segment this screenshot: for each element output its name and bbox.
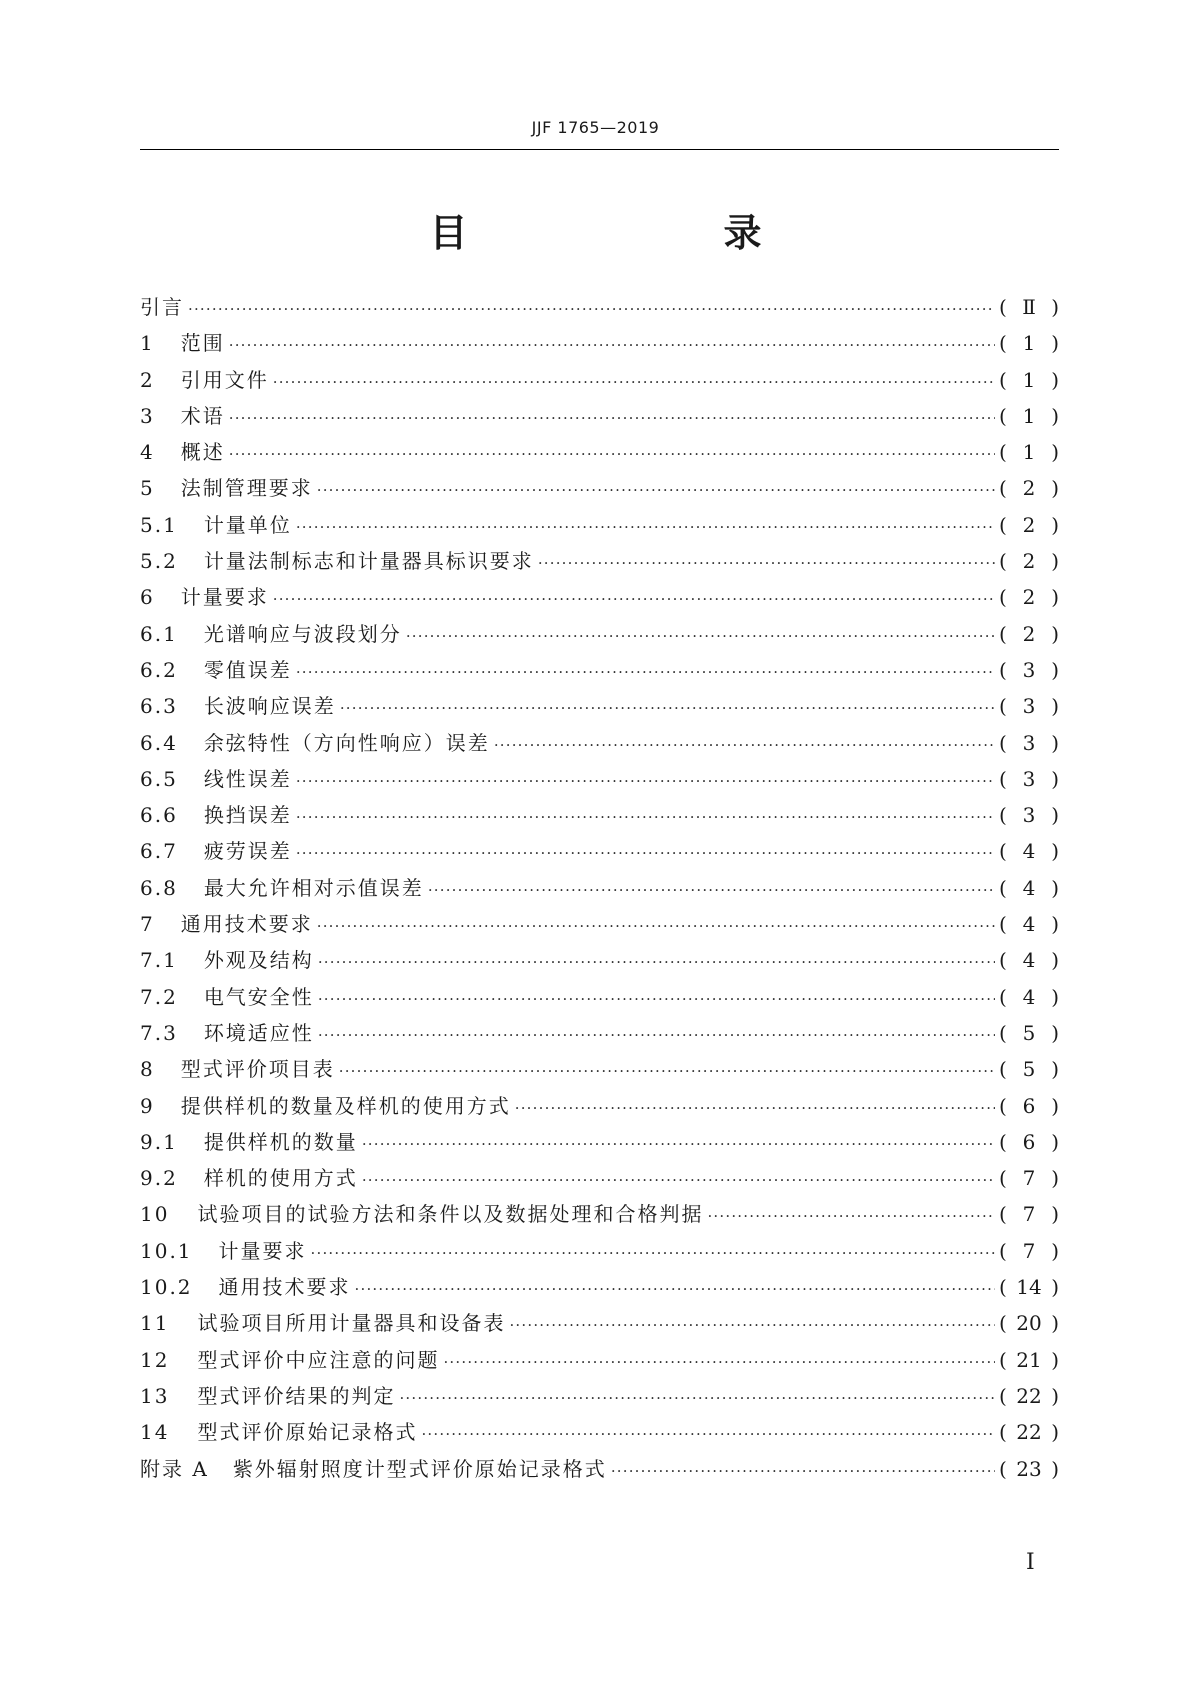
page-open-paren: ( xyxy=(999,1275,1007,1300)
toc-page-number: 14 xyxy=(1016,1275,1042,1300)
toc-page-number: 20 xyxy=(1016,1311,1042,1336)
toc-entry[interactable] xyxy=(140,942,1059,978)
toc-leader-dots xyxy=(421,1414,995,1452)
page-close-paren: ) xyxy=(1051,948,1059,973)
toc-entry-title: 最大允许相对示值误差 xyxy=(203,875,424,900)
toc-entry-title: 计量单位 xyxy=(203,512,292,537)
toc-leader-dots xyxy=(188,289,995,327)
toc-entry-page xyxy=(999,906,1059,942)
page-close-paren: ) xyxy=(1051,585,1059,610)
page-close-paren: ) xyxy=(1051,367,1059,392)
toc-page-number: 4 xyxy=(1022,948,1036,973)
toc-page-number: 3 xyxy=(1022,730,1036,755)
toc-entry-page xyxy=(999,1015,1059,1051)
toc-entry-page xyxy=(999,688,1059,724)
toc-entry-title: 外观及结构 xyxy=(203,948,314,973)
toc-entry-page xyxy=(999,434,1059,470)
toc-entry-title: 型式评价结果的判定 xyxy=(197,1383,396,1408)
toc-leader-dots xyxy=(296,652,995,690)
toc-entry-number: 5.1 xyxy=(140,512,178,537)
toc-entry-number: 13 xyxy=(140,1383,170,1408)
toc-entry-number: 3 xyxy=(140,403,155,428)
page-open-paren: ( xyxy=(999,803,1007,828)
toc-leader-dots xyxy=(611,1451,995,1489)
toc-entry-page xyxy=(999,942,1059,978)
toc-entry-page xyxy=(999,1160,1059,1196)
toc-entry[interactable] xyxy=(140,507,1059,543)
toc-entry-number: 6.5 xyxy=(140,766,178,791)
toc-entry[interactable] xyxy=(140,979,1059,1015)
toc-entry-page xyxy=(999,725,1059,761)
toc-page-number: 22 xyxy=(1016,1420,1042,1445)
toc-entry-title: 试验项目的试验方法和条件以及数据处理和合格判据 xyxy=(197,1202,704,1227)
page-close-paren: ) xyxy=(1051,403,1059,428)
toc-entry-title: 提供样机的数量及样机的使用方式 xyxy=(180,1093,511,1118)
toc-entry-number: 6.7 xyxy=(140,839,178,864)
toc-entry-title: 法制管理要求 xyxy=(180,476,313,501)
toc-entry-page xyxy=(999,761,1059,797)
page-open-paren: ( xyxy=(999,1456,1007,1481)
toc-leader-dots xyxy=(538,543,995,581)
toc-entry-number: 11 xyxy=(140,1311,170,1336)
toc-entry-number: 10 xyxy=(140,1202,170,1227)
toc-page-number: 4 xyxy=(1022,839,1036,864)
page-open-paren: ( xyxy=(999,1129,1007,1154)
toc-page-number: 6 xyxy=(1022,1093,1036,1118)
page-open-paren: ( xyxy=(999,1420,1007,1445)
page-open-paren: ( xyxy=(999,1383,1007,1408)
toc-page-number: 21 xyxy=(1016,1347,1042,1372)
toc-page-number: 7 xyxy=(1022,1238,1036,1263)
toc-entry-number: 6.2 xyxy=(140,657,178,682)
toc-entry-title: 范围 xyxy=(180,331,225,356)
toc-entry[interactable] xyxy=(140,398,1059,434)
toc-entry-title: 环境适应性 xyxy=(203,1020,314,1045)
toc-title xyxy=(0,202,1191,257)
toc-entry[interactable] xyxy=(140,1305,1059,1341)
toc-page-number: 2 xyxy=(1022,512,1036,537)
toc-entry-number: 6 xyxy=(140,585,155,610)
page-close-paren: ) xyxy=(1051,657,1059,682)
toc-entry[interactable] xyxy=(140,470,1059,506)
toc-leader-dots xyxy=(494,725,995,763)
toc-entry-number: 8 xyxy=(140,1057,155,1082)
header-divider xyxy=(140,149,1059,150)
toc-entry-title: 概述 xyxy=(180,440,225,465)
toc-leader-dots xyxy=(399,1378,995,1416)
toc-entry-number: 9.2 xyxy=(140,1166,178,1191)
page-open-paren: ( xyxy=(999,549,1007,574)
toc-entry[interactable] xyxy=(140,1088,1059,1124)
page-close-paren: ) xyxy=(1051,1311,1059,1336)
toc-entry-page xyxy=(999,652,1059,688)
toc-entry-page xyxy=(999,1124,1059,1160)
page-open-paren: ( xyxy=(999,912,1007,937)
toc-entry[interactable] xyxy=(140,289,1059,325)
toc-entry[interactable] xyxy=(140,1414,1059,1450)
toc-page-number: 7 xyxy=(1022,1166,1036,1191)
toc-leader-dots xyxy=(273,362,995,400)
page-close-paren: ) xyxy=(1051,1129,1059,1154)
toc-leader-dots xyxy=(509,1305,995,1343)
toc-entry-title: 引用文件 xyxy=(180,367,269,392)
toc-page-number: 6 xyxy=(1022,1129,1036,1154)
toc-entry-title: 光谱响应与波段划分 xyxy=(203,621,402,646)
toc-page-number: 5 xyxy=(1022,1020,1036,1045)
toc-entry-page xyxy=(999,616,1059,652)
toc-page-number: 2 xyxy=(1022,621,1036,646)
toc-entry-title: 型式评价中应注意的问题 xyxy=(197,1347,440,1372)
toc-entry-number: 7.3 xyxy=(140,1020,178,1045)
toc-entry-page xyxy=(999,979,1059,1015)
page-number: I xyxy=(1026,1550,1035,1575)
toc-entry[interactable] xyxy=(140,652,1059,688)
page-close-paren: ) xyxy=(1051,766,1059,791)
toc-entry-title: 样机的使用方式 xyxy=(203,1166,358,1191)
toc-page-number: 23 xyxy=(1016,1456,1042,1481)
page-close-paren: ) xyxy=(1051,621,1059,646)
toc-entry[interactable] xyxy=(140,325,1059,361)
page-open-paren: ( xyxy=(999,948,1007,973)
toc-page-number: 1 xyxy=(1022,367,1036,392)
page-close-paren: ) xyxy=(1051,1202,1059,1227)
toc-entry-page xyxy=(999,1269,1059,1305)
toc-entry-number: 5.2 xyxy=(140,549,178,574)
toc-leader-dots xyxy=(229,398,995,436)
toc-entry[interactable] xyxy=(140,362,1059,398)
toc-entry[interactable] xyxy=(140,1015,1059,1051)
toc-entry-page xyxy=(999,1233,1059,1269)
toc-entry-title: 通用技术要求 xyxy=(180,912,313,937)
toc-entry-page xyxy=(999,289,1059,325)
toc-entry-title: 紫外辐射照度计型式评价原始记录格式 xyxy=(232,1456,607,1481)
toc-entry-number: 6.4 xyxy=(140,730,178,755)
toc-entry-title: 提供样机的数量 xyxy=(203,1129,358,1154)
toc-entry[interactable] xyxy=(140,870,1059,906)
page-close-paren: ) xyxy=(1051,512,1059,537)
toc-entry-number: 7.1 xyxy=(140,948,178,973)
page-close-paren: ) xyxy=(1051,476,1059,501)
toc-entry[interactable] xyxy=(140,1124,1059,1160)
toc-entry[interactable] xyxy=(140,579,1059,615)
page-open-paren: ( xyxy=(999,839,1007,864)
toc-title-text: 目 录 xyxy=(429,211,822,255)
page-open-paren: ( xyxy=(999,1057,1007,1082)
toc-leader-dots xyxy=(296,507,995,545)
page-close-paren: ) xyxy=(1051,1420,1059,1445)
toc-leader-dots xyxy=(318,1015,995,1053)
toc-entry[interactable] xyxy=(140,761,1059,797)
toc-page-number: 1 xyxy=(1022,331,1036,356)
toc-entry[interactable] xyxy=(140,725,1059,761)
toc-entry-page xyxy=(999,1305,1059,1341)
toc-page-number: 5 xyxy=(1022,1057,1036,1082)
toc-entry[interactable] xyxy=(140,1233,1059,1269)
toc-entry-page xyxy=(999,1088,1059,1124)
page-close-paren: ) xyxy=(1051,1383,1059,1408)
toc-leader-dots xyxy=(339,1051,995,1089)
page-open-paren: ( xyxy=(999,403,1007,428)
toc-leader-dots xyxy=(296,797,995,835)
page-close-paren: ) xyxy=(1051,440,1059,465)
toc-entry-title: 型式评价项目表 xyxy=(180,1057,335,1082)
toc-entry-title: 电气安全性 xyxy=(203,984,314,1009)
toc-entry-page xyxy=(999,1196,1059,1232)
toc-entry-page xyxy=(999,1051,1059,1087)
toc-entry[interactable] xyxy=(140,616,1059,652)
page-close-paren: ) xyxy=(1051,1020,1059,1045)
toc-entry-title: 余弦特性（方向性响应）误差 xyxy=(203,730,490,755)
page-open-paren: ( xyxy=(999,694,1007,719)
toc-page-number: 7 xyxy=(1022,1202,1036,1227)
toc-entry[interactable] xyxy=(140,1342,1059,1378)
toc-entry-number: 10.2 xyxy=(140,1275,193,1300)
toc-entry-page xyxy=(999,1378,1059,1414)
toc-entry-page xyxy=(999,579,1059,615)
toc-page-number: 3 xyxy=(1022,694,1036,719)
toc-leader-dots xyxy=(296,761,995,799)
toc-page-number: 1 xyxy=(1022,403,1036,428)
toc-leader-dots xyxy=(362,1160,995,1198)
toc-page-number: 1 xyxy=(1022,440,1036,465)
page-open-paren: ( xyxy=(999,440,1007,465)
toc-entry-number: 6.8 xyxy=(140,875,178,900)
toc-page-number: 3 xyxy=(1022,657,1036,682)
toc-leader-dots xyxy=(443,1342,995,1380)
toc-page-number: 2 xyxy=(1022,476,1036,501)
page-open-paren: ( xyxy=(999,730,1007,755)
toc-leader-dots xyxy=(273,579,995,617)
page-open-paren: ( xyxy=(999,1202,1007,1227)
toc-entry-number: 5 xyxy=(140,476,155,501)
page-open-paren: ( xyxy=(999,1020,1007,1045)
toc-leader-dots xyxy=(229,325,995,363)
toc-entry-number: 9 xyxy=(140,1093,155,1118)
toc-page-number: 2 xyxy=(1022,549,1036,574)
toc-entry[interactable] xyxy=(140,797,1059,833)
toc-entry[interactable] xyxy=(140,434,1059,470)
toc-entry-number: 6.3 xyxy=(140,694,178,719)
page-open-paren: ( xyxy=(999,875,1007,900)
toc-entry[interactable] xyxy=(140,543,1059,579)
page-close-paren: ) xyxy=(1051,1166,1059,1191)
toc-leader-dots xyxy=(340,688,995,726)
toc-entry-title: 疲劳误差 xyxy=(203,839,292,864)
toc-entry-title: 引言 xyxy=(140,295,184,319)
toc-page-number: 4 xyxy=(1022,875,1036,900)
toc-entry-number: 10.1 xyxy=(140,1238,193,1263)
page-open-paren: ( xyxy=(999,1238,1007,1263)
table-of-contents xyxy=(140,289,1059,1487)
page-open-paren: ( xyxy=(999,1311,1007,1336)
toc-entry-number: 2 xyxy=(140,367,155,392)
toc-entry[interactable] xyxy=(140,1051,1059,1087)
toc-entry-number: 6.1 xyxy=(140,621,178,646)
toc-entry-number: 9.1 xyxy=(140,1129,178,1154)
toc-entry-number: 1 xyxy=(140,331,155,356)
page-open-paren: ( xyxy=(999,295,1007,319)
page-open-paren: ( xyxy=(999,984,1007,1009)
toc-leader-dots xyxy=(515,1088,995,1126)
toc-entry[interactable] xyxy=(140,1378,1059,1414)
page-close-paren: ) xyxy=(1051,984,1059,1009)
toc-entry-title: 换挡误差 xyxy=(203,803,292,828)
toc-entry-number: 6.6 xyxy=(140,803,178,828)
toc-entry-page xyxy=(999,833,1059,869)
toc-entry-page xyxy=(999,1414,1059,1450)
toc-entry-number: 附录 A xyxy=(140,1456,209,1481)
page-close-paren: ) xyxy=(1051,839,1059,864)
page-close-paren: ) xyxy=(1051,1238,1059,1263)
toc-entry-page xyxy=(999,507,1059,543)
toc-leader-dots xyxy=(355,1269,995,1307)
page-open-paren: ( xyxy=(999,621,1007,646)
toc-entry-number: 14 xyxy=(140,1420,170,1445)
page-open-paren: ( xyxy=(999,1093,1007,1118)
page-open-paren: ( xyxy=(999,766,1007,791)
page-close-paren: ) xyxy=(1051,803,1059,828)
document-code-header: JJF 1765—2019 xyxy=(531,118,660,137)
toc-entry-title: 线性误差 xyxy=(203,766,292,791)
page-close-paren: ) xyxy=(1051,1057,1059,1082)
toc-entry-page xyxy=(999,1342,1059,1378)
toc-leader-dots xyxy=(296,833,995,871)
page-close-paren: ) xyxy=(1051,694,1059,719)
toc-leader-dots xyxy=(362,1124,995,1162)
page-close-paren: ) xyxy=(1051,549,1059,574)
toc-entry-title: 零值误差 xyxy=(203,657,292,682)
toc-entry-page xyxy=(999,470,1059,506)
page-close-paren: ) xyxy=(1051,331,1059,356)
toc-entry[interactable] xyxy=(140,906,1059,942)
toc-leader-dots xyxy=(707,1196,995,1234)
toc-entry-number: 4 xyxy=(140,440,155,465)
toc-entry-title: 试验项目所用计量器具和设备表 xyxy=(197,1311,506,1336)
page-close-paren: ) xyxy=(1051,1093,1059,1118)
toc-entry-number: 12 xyxy=(140,1347,170,1372)
page-open-paren: ( xyxy=(999,657,1007,682)
toc-entry-page xyxy=(999,870,1059,906)
toc-entry-title: 计量要求 xyxy=(218,1238,307,1263)
toc-leader-dots xyxy=(311,1233,995,1271)
toc-entry-page xyxy=(999,543,1059,579)
page-close-paren: ) xyxy=(1051,1347,1059,1372)
page-close-paren: ) xyxy=(1051,730,1059,755)
page-close-paren: ) xyxy=(1051,1275,1059,1300)
toc-leader-dots xyxy=(317,906,995,944)
toc-leader-dots xyxy=(318,942,995,980)
toc-entry-title: 长波响应误差 xyxy=(203,694,336,719)
toc-page-number: 4 xyxy=(1022,912,1036,937)
toc-entry-title: 通用技术要求 xyxy=(218,1275,351,1300)
page-close-paren: ) xyxy=(1051,295,1059,319)
toc-entry-number: 7.2 xyxy=(140,984,178,1009)
toc-entry[interactable] xyxy=(140,1451,1059,1487)
toc-entry[interactable] xyxy=(140,1160,1059,1196)
toc-leader-dots xyxy=(428,870,995,908)
toc-entry-title: 术语 xyxy=(180,403,225,428)
toc-entry[interactable] xyxy=(140,833,1059,869)
page-open-paren: ( xyxy=(999,476,1007,501)
toc-entry-page xyxy=(999,325,1059,361)
page-open-paren: ( xyxy=(999,1347,1007,1372)
toc-entry-title: 型式评价原始记录格式 xyxy=(197,1420,418,1445)
toc-page-number: Ⅱ xyxy=(1022,295,1036,319)
page-close-paren: ) xyxy=(1051,912,1059,937)
toc-page-number: 22 xyxy=(1016,1383,1042,1408)
page-open-paren: ( xyxy=(999,331,1007,356)
toc-page-number: 4 xyxy=(1022,984,1036,1009)
toc-leader-dots xyxy=(229,434,995,472)
toc-entry-page xyxy=(999,1451,1059,1487)
page-open-paren: ( xyxy=(999,367,1007,392)
toc-entry[interactable] xyxy=(140,1269,1059,1305)
toc-leader-dots xyxy=(318,979,995,1017)
toc-leader-dots xyxy=(406,616,995,654)
toc-page-number: 3 xyxy=(1022,766,1036,791)
toc-entry-title: 计量法制标志和计量器具标识要求 xyxy=(203,549,534,574)
page-close-paren: ) xyxy=(1051,1456,1059,1481)
page-open-paren: ( xyxy=(999,585,1007,610)
toc-entry-number: 7 xyxy=(140,912,155,937)
page-open-paren: ( xyxy=(999,512,1007,537)
toc-entry-page xyxy=(999,362,1059,398)
page-open-paren: ( xyxy=(999,1166,1007,1191)
toc-leader-dots xyxy=(317,470,995,508)
toc-page-number: 3 xyxy=(1022,803,1036,828)
toc-entry-page xyxy=(999,797,1059,833)
page-close-paren: ) xyxy=(1051,875,1059,900)
toc-entry-page xyxy=(999,398,1059,434)
toc-entry-title: 计量要求 xyxy=(180,585,269,610)
toc-entry[interactable] xyxy=(140,1196,1059,1232)
toc-entry[interactable] xyxy=(140,688,1059,724)
toc-page-number: 2 xyxy=(1022,585,1036,610)
